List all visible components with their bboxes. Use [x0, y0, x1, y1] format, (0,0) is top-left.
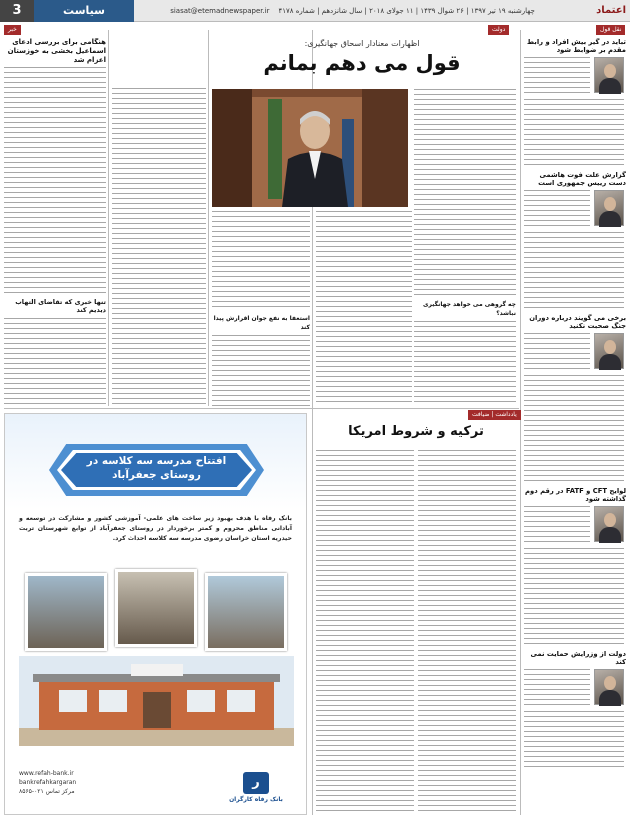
right-news-column: [524, 38, 626, 814]
section-email: siasat@etemadnewspaper.ir: [170, 7, 270, 15]
ad-photo-2: [115, 569, 197, 647]
bank-advertisement: [4, 413, 307, 815]
main-story-header: [212, 38, 512, 88]
turkey-story-header: [316, 424, 516, 446]
section-label-tiles: دولت: [488, 25, 509, 35]
main-story-text-c: [414, 89, 516, 297]
right-headline-5: دولت از وزرایش حمایت نمی کند: [530, 649, 626, 667]
main-subhead: استعفا به نفع جوان اقرارش پیدا کند: [213, 315, 310, 331]
portrait-photo-2: [594, 190, 624, 226]
mid-headline: چه گروهی می خواهد جهانگیری نباشد؟: [422, 301, 516, 317]
bank-name: بانک رفاه کارگران: [229, 796, 283, 803]
ad-social: bankrefahkargaran: [19, 779, 77, 786]
ad-photo-1: [25, 573, 107, 651]
right-headline-1: تباید در گیر بیش افراد و رابط مقدم بر ضوابط شود: [527, 38, 626, 55]
ad-photo-3: [205, 573, 287, 651]
main-headline: قول می دهم بمانم: [263, 51, 461, 75]
right-headline-2: گزارش علت فوت هاشمی دست رییس جمهوری است: [538, 170, 626, 188]
left-news-column: [4, 38, 106, 406]
ad-contact: [19, 769, 129, 796]
page-number: 3: [0, 0, 34, 22]
main-story-text-a: [212, 211, 310, 406]
section-title: سیاست: [34, 0, 134, 22]
ad-website: www.refah-bank.ir: [19, 770, 74, 777]
ad-banner: [49, 444, 264, 496]
main-story-text-d: [414, 300, 516, 406]
ad-photo-collage: [25, 569, 290, 649]
portrait-photo-1: [594, 57, 624, 93]
ad-phone: مرکز تماس ۰۲۱-۸۵۶۵: [19, 788, 75, 795]
issue-date: چهارشنبه ۱۹ تیر ۱۳۹۷ | ۲۶ شوال ۱۴۳۹ | ۱۱ جولای ۲۰۱۸ | سال شانزدهم | شماره ۴۱۷۸: [278, 7, 535, 15]
portrait-photo-4: [594, 506, 624, 542]
turkey-text-b: [418, 450, 516, 814]
section-label-quotes: نقل قول: [596, 25, 625, 35]
section-label-turkey: یادداشت | ضیافت: [468, 410, 521, 420]
turkey-headline: ترکیه و شروط امریکا: [348, 424, 484, 439]
main-kicker: اظهارات معنادار اسحاق جهانگیری:: [304, 39, 420, 48]
right-headline-4: لوایح CFT و FATF در رقم دوم گذاشته شود: [525, 486, 626, 504]
right-headline-3: برخی می گویند درباره دوران جنگ صحبت نکنید: [529, 313, 626, 331]
issue-info: [140, 3, 565, 19]
left-headline-2: تنها خبری که تقاضای التهاب دیدیم کند: [15, 298, 106, 315]
bank-emblem-icon: ر: [243, 772, 269, 794]
ad-title: افتتاح مدرسه سه کلاسه در روستای جعفرآباد: [86, 455, 227, 481]
main-story-text-b: [316, 211, 412, 406]
school-building-photo: [19, 656, 294, 746]
bank-logo: [226, 772, 286, 803]
turkey-text-a: [316, 450, 414, 814]
jahangiri-photo: [212, 89, 408, 207]
section-label-news: خبر: [4, 25, 21, 35]
portrait-photo-5: [594, 669, 624, 705]
ad-body-text: بانک رفاه با هدف بهبود زیر ساخت های علمی- آموزشی کشور و مشارکت در توسعه و آبادانی مناطق محروم و کمتر برخوردار در روستای جعفرآباد از توابع شهرستان تربت حیدریه استان خراسان رضوی مدرسه سه کلاسه احداث کرد.: [19, 515, 292, 542]
portrait-photo-3: [594, 333, 624, 369]
left-headline-1: هنگامی برای بررسی ادعای اسماعیل بخشی به خوزستان اعزام شد: [7, 38, 106, 64]
page-header: [0, 0, 630, 22]
newspaper-logo: اعتماد: [596, 5, 626, 16]
left-text-column: [112, 88, 206, 406]
